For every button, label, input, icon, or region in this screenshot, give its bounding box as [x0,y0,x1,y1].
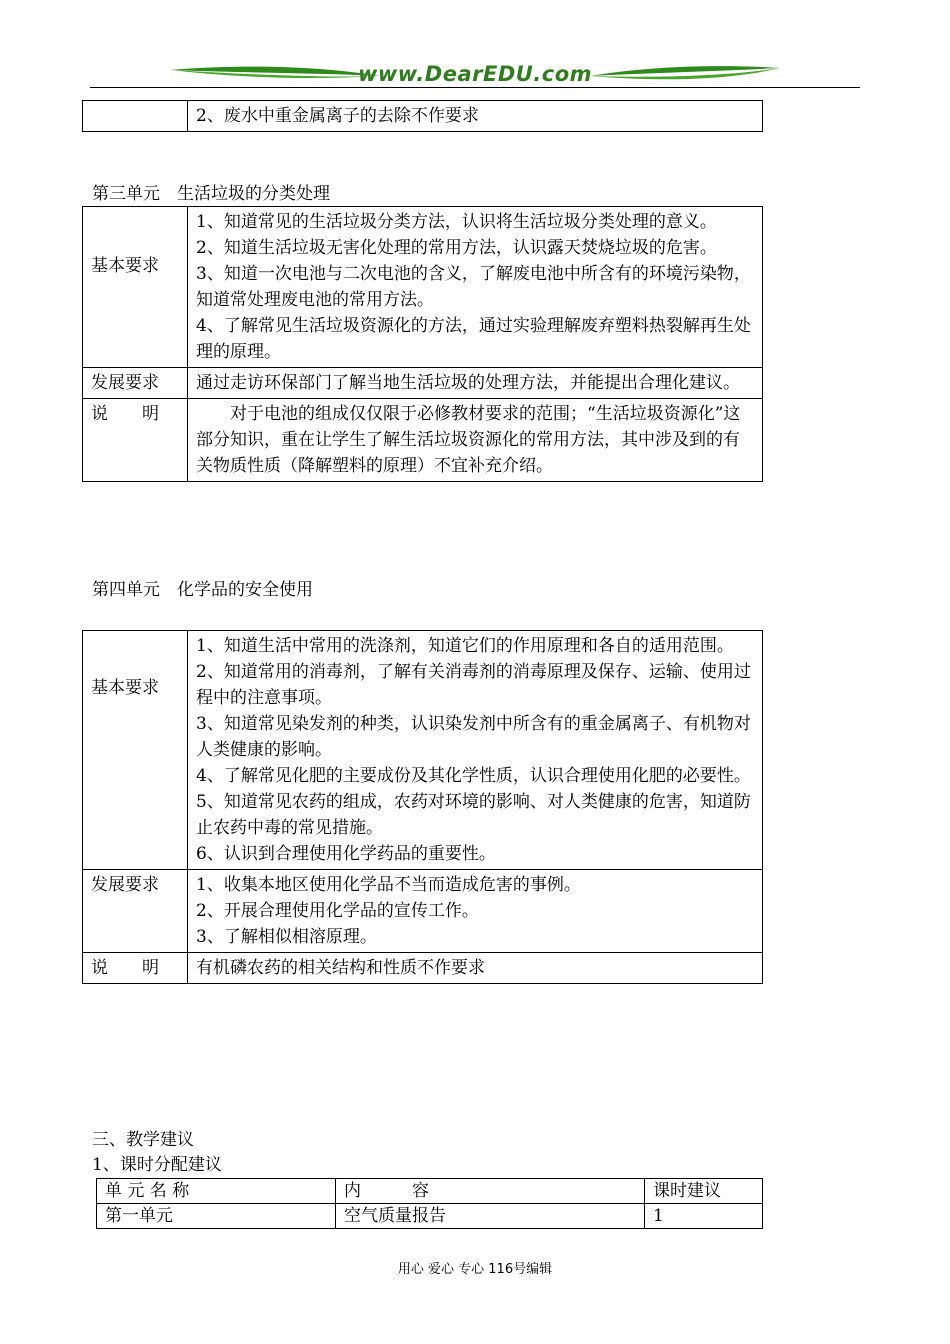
list-item: 2、知道常用的消毒剂，了解有关消毒剂的消毒原理及保存、运输、使用过程中的注意事项。 [196,662,751,708]
unit4-basic-content [188,631,763,870]
unit4-note-text: 有机磷农药的相关结构和性质不作要求 [188,953,763,984]
table-cell: 1 [645,1204,763,1229]
list-item: 4、了解常见生活垃圾资源化的方法，通过实验理解废弃塑料热裂解再生处理的原理。 [196,316,751,362]
unit4-basic-label: 基本要求 [83,631,188,870]
unit3-basic-label: 基本要求 [83,207,188,368]
page-footer: 用心 爱心 专心 116号编辑 [397,1262,553,1277]
list-item: 1、收集本地区使用化学品不当而造成危害的事例。 [196,875,581,895]
unit4-dev-content [188,870,763,953]
unit4-title: 第四单元 化学品的安全使用 [92,580,313,600]
top-table-label [83,101,188,132]
top-table-text: 2、废水中重金属离子的去除不作要求 [188,101,763,132]
table-cell: 空气质量报告 [336,1204,645,1229]
top-table [82,100,763,132]
header-divider [90,87,860,88]
list-item: 3、知道一次电池与二次电池的含义，了解废电池中所含有的环境污染物，知道常处理废电池的常用方法。 [196,264,751,310]
column-header-unit: 单 元 名 称 [97,1179,336,1204]
list-item: 2、知道生活垃圾无害化处理的常用方法，认识露天焚烧垃圾的危害。 [196,238,717,258]
table-header-row [97,1179,763,1204]
unit3-basic-content [188,207,763,368]
site-logo-banner [90,60,860,90]
table-row [83,870,763,953]
table-row [83,101,763,132]
unit4-table [82,630,763,984]
list-item: 4、了解常见化肥的主要成份及其化学性质，认识合理使用化肥的必要性。 [196,766,751,786]
unit3-note-label: 说 明 [83,399,188,482]
section3-subtitle: 1、课时分配建议 [92,1155,222,1175]
unit4-dev-label: 发展要求 [83,870,188,953]
unit3-note-text: 对于电池的组成仅仅限于必修教材要求的范围；“生活垃圾资源化”这部分知识，重在让学生了解生活垃圾资源化的常用方法，其中涉及到的有关物质性质（降解塑料的原理）不宜补充介绍。 [188,399,763,482]
unit4-note-label: 说 明 [83,953,188,984]
list-item: 3、知道常见染发剂的种类，认识染发剂中所含有的重金属离子、有机物对人类健康的影响。 [196,714,751,760]
list-item: 2、开展合理使用化学品的宣传工作。 [196,901,479,921]
section3-title: 三、教学建议 [92,1130,194,1150]
table-row [97,1204,763,1229]
column-header-hours: 课时建议 [645,1179,763,1204]
list-item: 5、知道常见农药的组成，农药对环境的影响、对人类健康的危害，知道防止农药中毒的常见措施。 [196,792,751,838]
unit3-dev-label: 发展要求 [83,368,188,399]
logo-text: www.DearEDU.com [357,62,593,86]
table-row [83,953,763,984]
schedule-table [96,1178,763,1229]
list-item: 6、认识到合理使用化学药品的重要性。 [196,844,496,864]
unit3-title: 第三单元 生活垃圾的分类处理 [92,184,330,204]
table-cell: 第一单元 [97,1204,336,1229]
table-row [83,368,763,399]
list-item: 3、了解相似相溶原理。 [196,927,377,947]
table-row [83,399,763,482]
table-row [83,207,763,368]
table-row [83,631,763,870]
unit3-dev-text: 通过走访环保部门了解当地生活垃圾的处理方法，并能提出合理化建议。 [188,368,763,399]
unit3-table [82,206,763,482]
list-item: 1、知道常见的生活垃圾分类方法，认识将生活垃圾分类处理的意义。 [196,212,717,232]
list-item: 1、知道生活中常用的洗涤剂，知道它们的作用原理和各自的适用范围。 [196,636,734,656]
column-header-content: 内 容 [336,1179,645,1204]
